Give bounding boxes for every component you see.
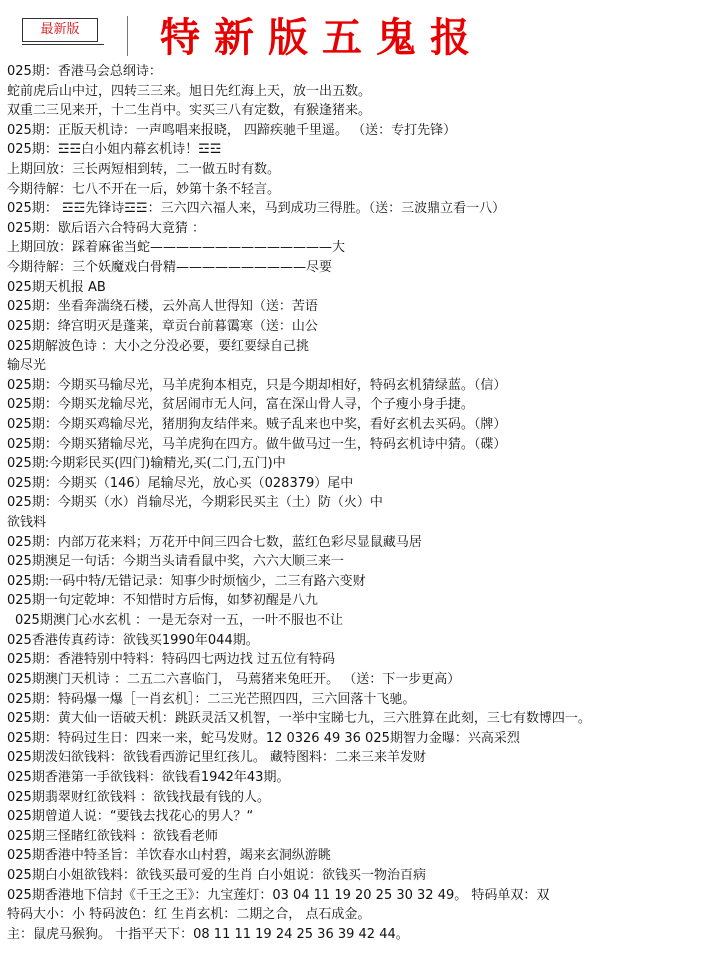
text-line: 025期香港第一手欲钱料：欲钱看1942年43期。: [7, 769, 290, 785]
text-line: 上期回放：三长两短相到转，二一做五时有数。: [7, 162, 281, 178]
text-line: 025期：今期买（水）肖输尽光，今期彩民买主（土）防（火）中: [7, 495, 383, 511]
text-line: 025期香港地下信封《千王之王》：九宝莲灯：03 04 11 19 20 25 30 32 49。 特码单双：双: [7, 887, 550, 903]
text-line: 025期：歇后语六合特码大竟猜 ：: [7, 220, 205, 236]
text-line: 025期：今期买（146）尾输尽光，放心买（028379）尾中: [7, 475, 354, 491]
text-line: 025期曾道人说：“要钱去找花心的男人？“: [7, 809, 254, 825]
text-line: 025期：绛宫明灭是蓬莱，章贡台前暮霭寒（送：山公: [7, 318, 318, 334]
page-title: 特新版五鬼报: [160, 15, 484, 61]
text-line: 025期：今期买龙输尽光，贫居闹市无人问，富在深山骨人寻，个子瘦小身手捷。: [7, 397, 474, 413]
text-line: 025期翡翠财红欲钱料 ：欲钱找最有钱的人。: [7, 789, 270, 805]
text-line: 025期：今期买马输尽光，马羊虎狗本相克，只是今期却相好，特码玄机猜绿蓝。（信）: [7, 377, 507, 393]
text-line: 025期香港中特圣旨：羊饮春水山村碧，竭来玄洞纵游眺: [7, 848, 331, 864]
text-line: 025期:一码中特/无错记录：知事少时烦恼少，二三有路六变财: [7, 573, 366, 589]
text-line: 双重二三见来开，十二生肖中。实买三八有定数，有猴逢猪来。: [7, 103, 372, 119]
text-line: 025期澳门心水玄机 ：一是无奈对一五，一叶不服也不让: [15, 613, 343, 629]
text-line: 上期回放：踩着麻雀当蛇——————————————大: [7, 240, 346, 256]
latest-version-badge: 最新版: [22, 18, 98, 42]
text-line: 特码大小：小 特码波色：红 生肖玄机：二期之合， 点石成金。: [7, 907, 371, 923]
text-line: 025期澳足一句话：今期当头请看鼠中奖，六六大顺三来一: [7, 554, 344, 570]
text-line: 025期：坐看奔湍绕石楼，云外高人世得知（送：苦语: [7, 299, 318, 315]
text-line: 025期：今期买鸡输尽光，猪朋狗友结伴来。贼子乱来也中奖，看好玄机去买码。（牌）: [7, 416, 507, 432]
content-body: [7, 62, 722, 944]
text-line: 025期澳门天机诗 ：二五二六喜临门， 马蔫猪来兔旺开。 （送：下一步更高）: [7, 671, 461, 687]
text-line: 025期：特码爆一爆［一肖玄机］：二三光芒照四四，三六回落十飞驰。: [7, 691, 416, 707]
header-divider: [22, 44, 104, 45]
text-line: 025期：内部万花来料；万花开中间三四合七数，蓝红色彩尽显鼠藏马居: [7, 534, 422, 550]
text-line: 025香港传真药诗：欲钱买1990年044期。: [7, 632, 259, 648]
text-line: 今期待解：三个妖魔戏白骨精——————————尽要: [7, 260, 333, 276]
text-line: 输尽光: [7, 358, 47, 374]
text-line: 025期：香港特别中特料：特码四七两边找 过五位有特码: [7, 652, 335, 668]
text-line: 025期：正版天机诗：一声鸣唱来报晓， 四蹄疾驰千里遥。 （送：专打先锋）: [7, 122, 457, 138]
text-line: 025期一句定乾坤：不知惜时方后悔，如梦初醒是八九: [7, 593, 318, 609]
text-line: 025期三怪睹红欲钱料 ：欲钱看老师: [7, 828, 218, 844]
header-separator: [127, 16, 128, 56]
page-header: [0, 0, 725, 62]
text-line: 025期：☲☲白小姐内幕玄机诗！☲☲: [7, 142, 222, 158]
text-line: 欲钱料: [7, 515, 47, 531]
text-line: 025期：香港马会总纲诗：: [7, 64, 162, 79]
text-line: 025期：特码过生日：四来一来，蛇马发财。12 0326 49 36 025期智力金曝：兴高采烈: [7, 730, 520, 746]
text-line: 025期泼妇欲钱料：欲钱看西游记里红孩儿。 藏特图料：二来三来羊发财: [7, 750, 426, 766]
text-line: 025期解波色诗 ：大小之分没必要，要红要绿自己挑: [7, 338, 309, 354]
text-line: 今期待解：七八不开在一后，妙第十条不轻言。: [7, 181, 281, 197]
text-line: 025期：今期买猪输尽光，马羊虎狗在四方。做牛做马过一生，特码玄机诗中猜。（碟）: [7, 436, 507, 452]
text-line: 025期：黄大仙一语破天机：跳跃灵活又机智，一举中宝睇七九，三六胜算在此刻，三七有数博四一。: [7, 711, 591, 727]
text-line: 025期白小姐欲钱料：欲钱买最可爱的生肖 白小姐说：欲钱买一物治百病: [7, 867, 426, 883]
text-line: 主：鼠虎马猴狗。 十指平天下：08 11 11 19 24 25 36 39 42 44。: [7, 926, 409, 942]
text-line: 025期： ☲☲先锋诗☲☲：三六四六福人来，马到成功三得胜。（送：三波鼎立看一八）: [7, 201, 506, 217]
text-line: 蛇前虎后山中过，四转三三来。旭日先红海上天，放一出五数。: [7, 83, 372, 99]
text-line: 025期:今期彩民买(四门)输精光,买(二门,五门)中: [7, 456, 286, 472]
text-line: 025期天机报 AB: [7, 279, 106, 295]
